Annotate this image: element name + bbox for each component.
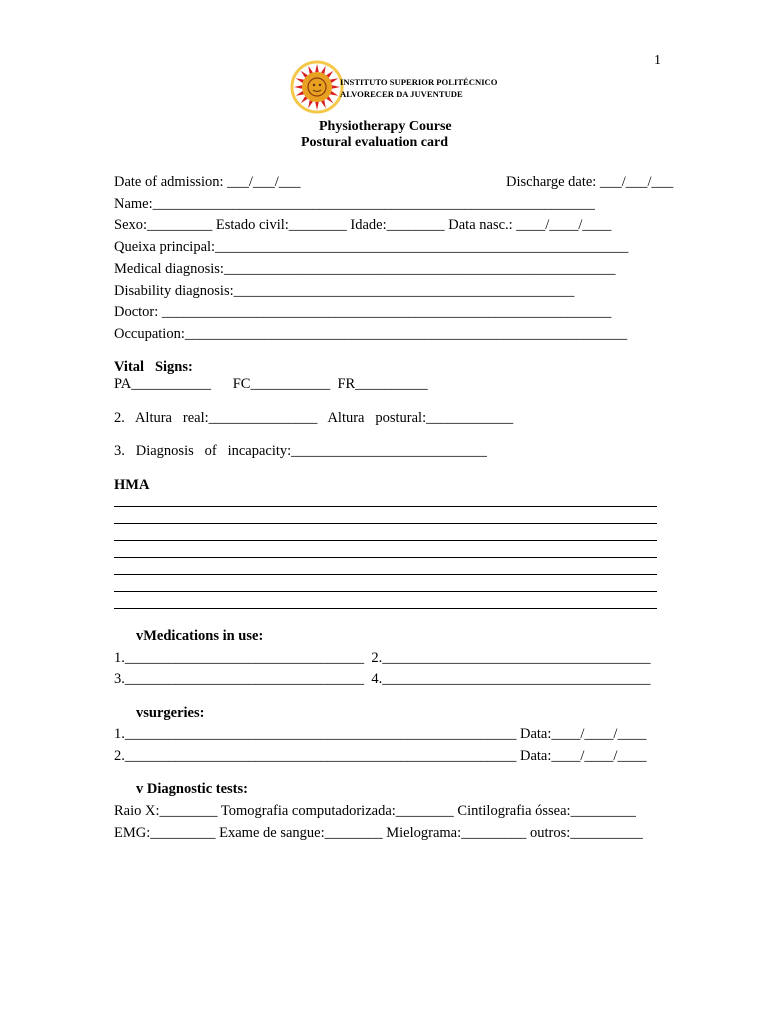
hma-heading: HMA: [114, 477, 150, 493]
hma-line: [114, 608, 657, 609]
logo-line-1: INSTITUTO SUPERIOR POLITÉCNICO: [340, 77, 498, 87]
card-title: Postural evaluation card: [301, 135, 448, 150]
medications-row: 1._________________________________ 2._____________________________________: [114, 650, 651, 666]
doctor-field: Doctor: ______________________________________________________________: [114, 304, 612, 320]
surgeries-row: 1.______________________________________________________ Data:____/____/____: [114, 726, 647, 742]
hma-line: [114, 540, 657, 541]
medications-heading: vMedications in use:: [136, 628, 264, 644]
logo-line-2: ALVORECER DA JUVENTUDE: [340, 89, 463, 99]
vital-signs-field: PA___________ FC___________ FR__________: [114, 376, 428, 392]
hma-line: [114, 523, 657, 524]
diagnostic-tests-row: EMG:_________ Exame de sangue:________ Mielograma:_________ outros:__________: [114, 825, 643, 841]
surgeries-heading: vsurgeries:: [136, 705, 205, 721]
diagnostic-tests-row: Raio X:________ Tomografia computadorizada:________ Cintilografia óssea:_________: [114, 803, 636, 819]
hma-line: [114, 557, 657, 558]
surgeries-row: 2.______________________________________________________ Data:____/____/____: [114, 748, 647, 764]
main-complaint-field: Queixa principal:_________________________________________________________: [114, 239, 629, 255]
sun-emblem-icon: [290, 54, 346, 120]
name-field: Name:_____________________________________________________________: [114, 196, 595, 212]
admission-date-field: Date of admission: ___/___/___: [114, 174, 301, 190]
hma-line: [114, 574, 657, 575]
medical-diagnosis-field: Medical diagnosis:______________________________________________________: [114, 261, 616, 277]
disability-diagnosis-field: Disability diagnosis:_______________________________________________: [114, 283, 575, 299]
course-title: Physiotherapy Course: [319, 119, 452, 134]
hma-line: [114, 591, 657, 592]
medications-row: 3._________________________________ 4._____________________________________: [114, 671, 651, 687]
vital-signs-heading: Vital Signs:: [114, 359, 193, 375]
diagnostic-tests-heading: v Diagnostic tests:: [136, 781, 248, 797]
page-number: 1: [654, 53, 661, 68]
occupation-field: Occupation:_____________________________________________________________: [114, 326, 628, 342]
discharge-date-field: Discharge date: ___/___/___: [506, 174, 674, 190]
sex-civil-age-birth-field: Sexo:_________ Estado civil:________ Idade:________ Data nasc.: ____/____/____: [114, 217, 612, 233]
incapacity-diagnosis-field: 3. Diagnosis of incapacity:___________________________: [114, 443, 487, 459]
height-field: 2. Altura real:_______________ Altura postural:____________: [114, 410, 514, 426]
hma-line: [114, 506, 657, 507]
institute-logo: [290, 54, 498, 122]
